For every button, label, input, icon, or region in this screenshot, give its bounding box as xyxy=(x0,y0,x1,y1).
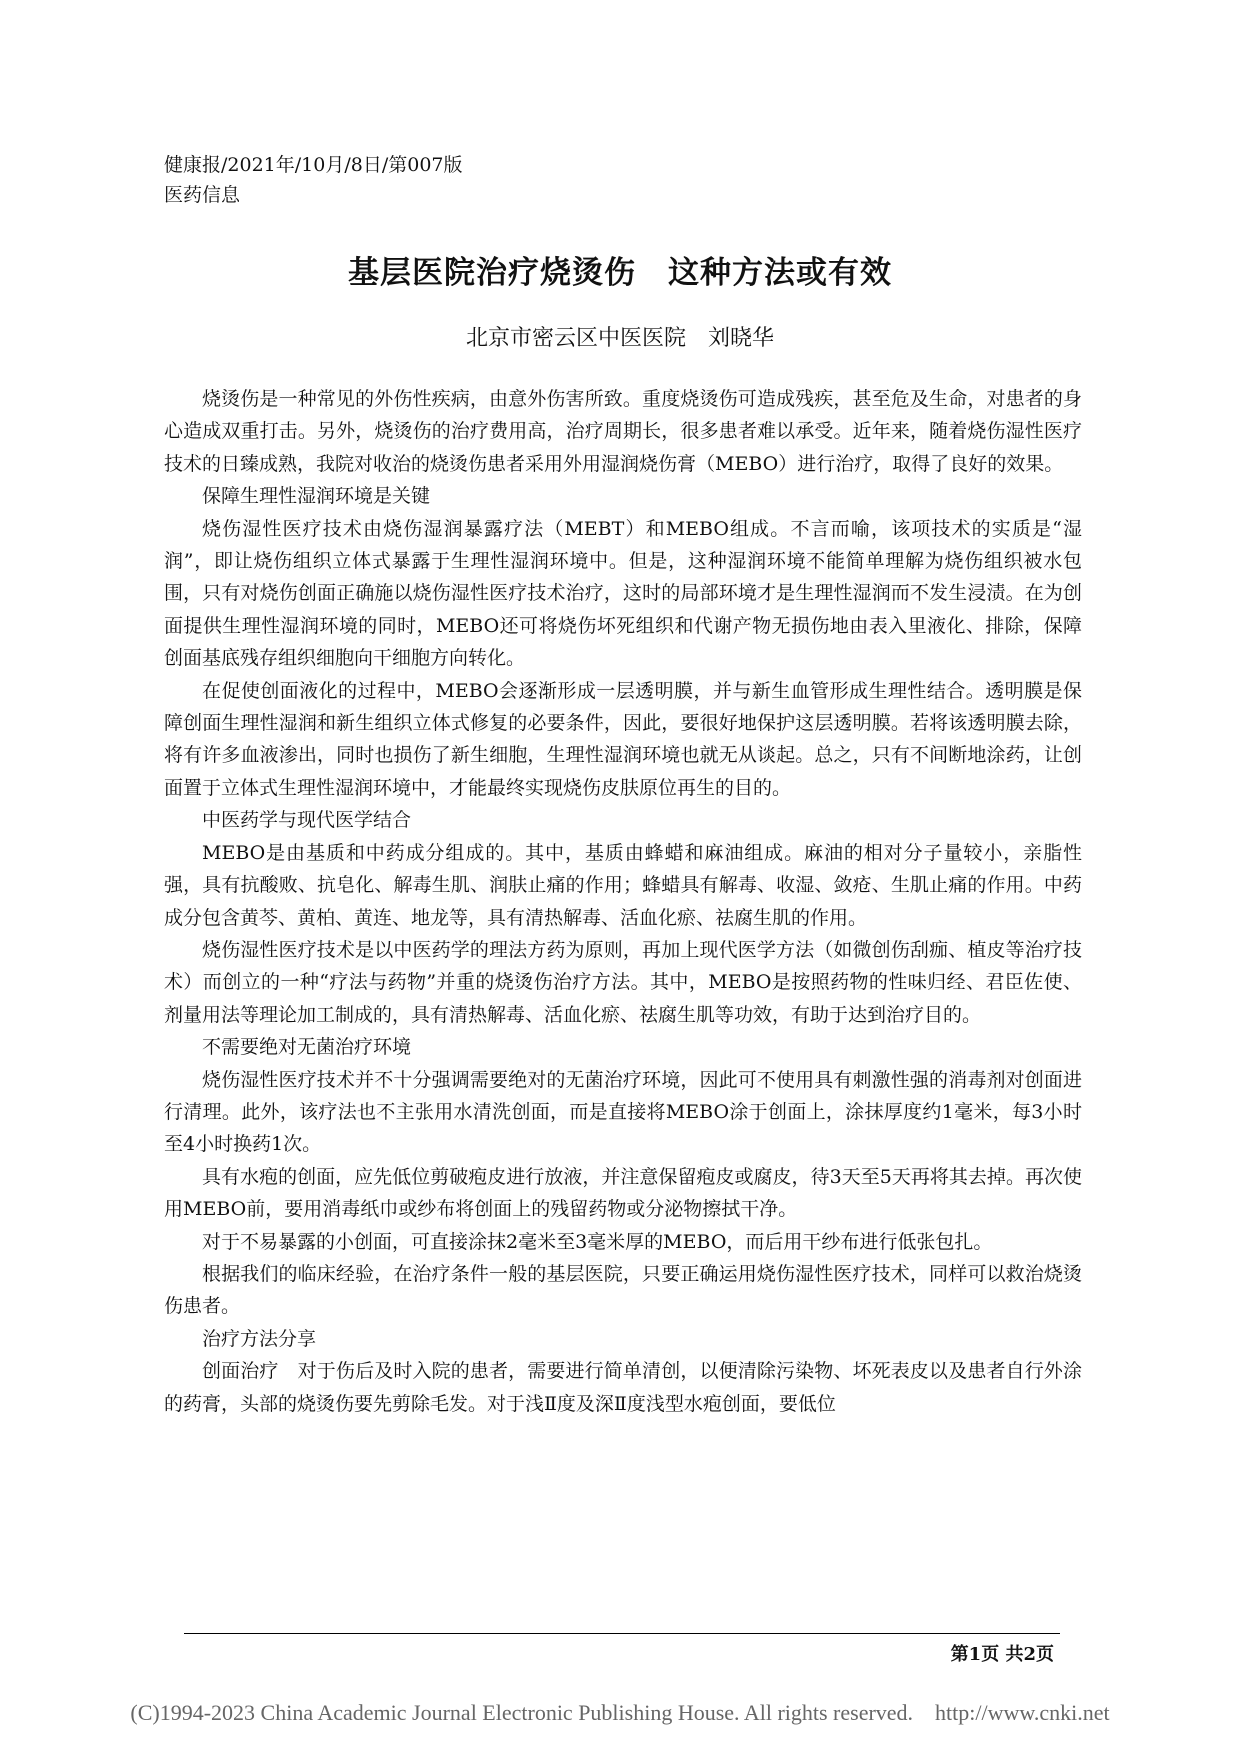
article-source xyxy=(164,150,463,210)
footer-divider xyxy=(184,1633,1060,1634)
paragraph: MEBO是由基质和中药成分组成的。其中，基质由蜂蜡和麻油组成。麻油的相对分子量较小，亲脂性强，具有抗酸败、抗皂化、解毒生肌、润肤止痛的作用；蜂蜡具有解毒、收湿、敛疮、生肌止痛的作用。中药成分包含黄芩、黄柏、黄连、地龙等，具有清热解毒、活血化瘀、祛腐生肌的作用。 xyxy=(164,841,1082,929)
article-title: 基层医院治疗烧烫伤 这种方法或有效 xyxy=(348,255,892,291)
subheading: 治疗方法分享 xyxy=(202,1327,317,1350)
source-line: 健康报/2021年/10月/8日/第007版 xyxy=(164,154,463,176)
paragraph: 具有水疱的创面，应先低位剪破疱皮进行放液，并注意保留疱皮或腐皮，待3天至5天再将其去掉。再次使用MEBO前，要用消毒纸巾或纱布将创面上的残留药物或分泌物擦拭干净。 xyxy=(164,1165,1082,1221)
paragraph: 烧伤湿性医疗技术并不十分强调需要绝对的无菌治疗环境，因此可不使用具有刺激性强的消毒剂对创面进行清理。此外，该疗法也不主张用水清洗创面，而是直接将MEBO涂于创面上，涂抹厚度约1毫米，每3小时至4小时换药1次。 xyxy=(164,1068,1082,1156)
paragraph: 烧伤湿性医疗技术由烧伤湿润暴露疗法（MEBT）和MEBO组成。不言而喻，该项技术的实质是“湿润”，即让烧伤组织立体式暴露于生理性湿润环境中。但是，这种湿润环境不能简单理解为烧伤组织被水包围，只有对烧伤创面正确施以烧伤湿性医疗技术治疗，这时的局部环境才是生理性湿润而不发生浸渍。在为创面提供生理性湿润环境的同时，MEBO还可将烧伤坏死组织和代谢产物无损伤地由表入里液化、排除，保障创面基底残存组织细胞向干细胞方向转化。 xyxy=(164,517,1082,670)
paragraph: 创面治疗 对于伤后及时入院的患者，需要进行简单清创，以便清除污染物、坏死表皮以及患者自行外涂的药膏，头部的烧烫伤要先剪除毛发。对于浅Ⅱ度及深Ⅱ度浅型水疱创面，要低位 xyxy=(164,1360,1082,1415)
subheading: 中医药学与现代医学结合 xyxy=(202,809,412,832)
paragraph: 烧伤湿性医疗技术是以中医药学的理法方药为原则，再加上现代医学方法（如微创伤刮痂、植皮等治疗技术）而创立的一种“疗法与药物”并重的烧烫伤治疗方法。其中，MEBO是按照药物的性味归经、君臣佐使、剂量用法等理论加工制成的，具有清热解毒、活血化瘀、祛腐生肌等功效，有助于达到治疗目的。 xyxy=(164,938,1082,1026)
paragraph: 烧烫伤是一种常见的外伤性疾病，由意外伤害所致。重度烧烫伤可造成残疾，甚至危及生命，对患者的身心造成双重打击。另外，烧烫伤的治疗费用高，治疗周期长，很多患者难以承受。近年来，随着烧伤湿性医疗技术的日臻成熟，我院对收治的烧烫伤患者采用外用湿润烧伤膏（MEBO）进行治疗，取得了良好的效果。 xyxy=(164,388,1082,475)
subheading: 保障生理性湿润环境是关键 xyxy=(202,485,431,508)
column-name: 医药信息 xyxy=(164,184,241,206)
article-byline: 北京市密云区中医医院 刘晓华 xyxy=(465,326,774,351)
paragraph: 对于不易暴露的小创面，可直接涂抹2毫米至3毫米厚的MEBO，而后用干纱布进行低张包扎。 xyxy=(202,1230,993,1253)
page-number: 第1页 共2页 xyxy=(950,1644,1054,1665)
paragraph: 根据我们的临床经验，在治疗条件一般的基层医院，只要正确运用烧伤湿性医疗技术，同样可以救治烧烫伤患者。 xyxy=(164,1262,1082,1318)
copyright-notice: (C)1994-2023 China Academic Journal Electronic Publishing House. All rights reserved. http://www.cnki.net xyxy=(130,1700,1110,1725)
subheading: 不需要绝对无菌治疗环境 xyxy=(202,1036,412,1059)
paragraph: 在促使创面液化的过程中，MEBO会逐渐形成一层透明膜，并与新生血管形成生理性结合。透明膜是保障创面生理性湿润和新生组织立体式修复的必要条件，因此，要很好地保护这层透明膜。若将该透明膜去除，将有许多血液渗出，同时也损伤了新生细胞，生理性湿润环境也就无从谈起。总之，只有不间断地涂药，让创面置于立体式生理性湿润环境中，才能最终实现烧伤皮肤原位再生的目的。 xyxy=(164,679,1082,799)
article-body xyxy=(164,383,1082,1420)
